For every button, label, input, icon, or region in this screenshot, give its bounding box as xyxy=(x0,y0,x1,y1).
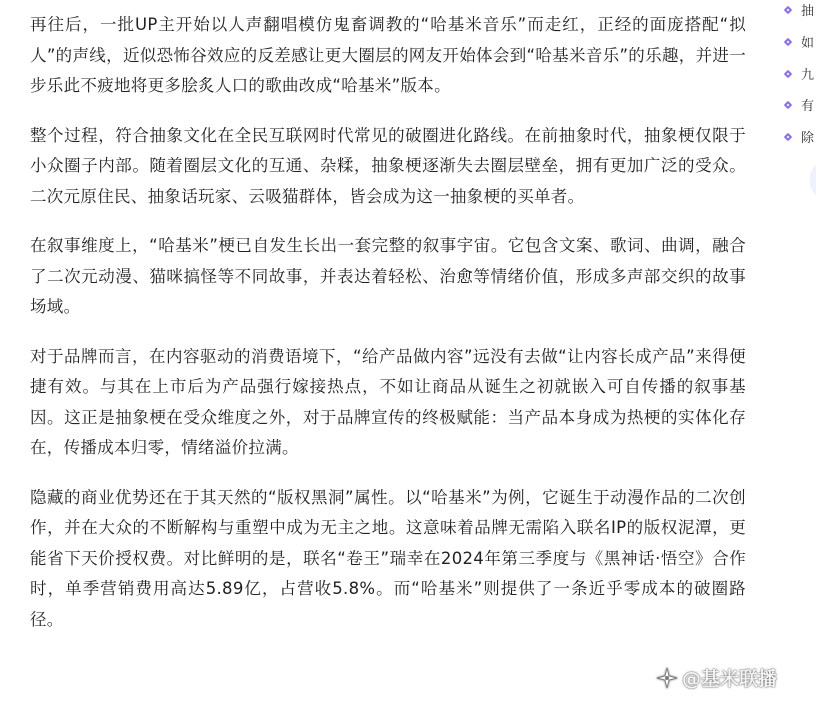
toc-item[interactable] xyxy=(783,95,814,114)
article-paragraph: 隐藏的商业优势还在于其天然的“版权黑洞”属性。以“哈基米”为例，它诞生于动漫作品的二次创作，并在大众的不断解构与重塑中成为无主之地。这意味着品牌无需陷入联名IP的版权泥潭，更能省下天价授权费。对比鲜明的是，联名“卷王”瑞幸在2024年第三季度与《黑神话·悟空》合作时，单季营销费用高达5.89亿，占营收5.8%。而“哈基米”则提供了一条近乎零成本的破圈路径。 xyxy=(30,487,746,629)
article-paragraph: 整个过程，符合抽象文化在全民互联网时代常见的破圈进化路线。在前抽象时代，抽象梗仅限于小众圈子内部。随着圈层文化的互通、杂糅，抽象梗逐渐失去圈层壁垒，拥有更加广泛的受众。二次元原住民、抽象话玩家、云吸猫群体，皆会成为这一抽象梗的买单者。 xyxy=(30,125,746,206)
toc-item-label: 抽 xyxy=(801,4,815,19)
article-paragraph: 在叙事维度上，“哈基米”梗已自发生长出一套完整的叙事宇宙。它包含文案、歌词、曲调，融合了二次元动漫、猫咪搞怪等不同故事，并表达着轻松、治愈等情绪价值，形成多声部交织的故事场域。 xyxy=(30,236,746,316)
watermark xyxy=(656,664,777,691)
article-paragraph: 再往后，一批UP主开始以人声翻唱模仿鬼畜调教的“哈基米音乐”而走红，正经的面庞搭配“拟人”的声线，近似恐怖谷效应的反差感让更大圈层的网友开始体会到“哈基米音乐”的乐趣，并进一步乐此不疲地将更多脍炙人口的歌曲改成“哈基米”版本。 xyxy=(30,15,746,95)
diamond-bullet-icon xyxy=(783,69,793,79)
side-panel-button[interactable] xyxy=(810,160,816,200)
sparkle-logo-icon xyxy=(656,667,678,689)
table-of-contents xyxy=(772,0,816,702)
diamond-bullet-icon xyxy=(783,5,793,15)
toc-item[interactable] xyxy=(783,0,814,19)
diamond-bullet-icon xyxy=(783,100,793,110)
toc-item-label: 除 xyxy=(801,131,815,146)
toc-item[interactable] xyxy=(783,32,814,51)
toc-item-label: 有 xyxy=(801,99,815,114)
diamond-bullet-icon xyxy=(783,37,793,47)
toc-item-label: 九 xyxy=(801,68,815,83)
watermark-text: @基米联播 xyxy=(682,668,778,690)
diamond-bullet-icon xyxy=(783,132,793,142)
toc-item-label: 如 xyxy=(801,36,815,51)
toc-item[interactable] xyxy=(783,64,814,83)
article-body xyxy=(30,10,746,654)
article-paragraph: 对于品牌而言，在内容驱动的消费语境下，“给产品做内容”远没有去做“让内容长成产品”来得便捷有效。与其在上市后为产品强行嫁接热点，不如让商品从诞生之初就嵌入可自传播的叙事基因。这正是抽象梗在受众维度之外，对于品牌宣传的终极赋能：当产品本身成为热梗的实体化存在，传播成本归零，情绪溢价拉满。 xyxy=(30,346,746,457)
toc-item[interactable] xyxy=(783,127,814,146)
